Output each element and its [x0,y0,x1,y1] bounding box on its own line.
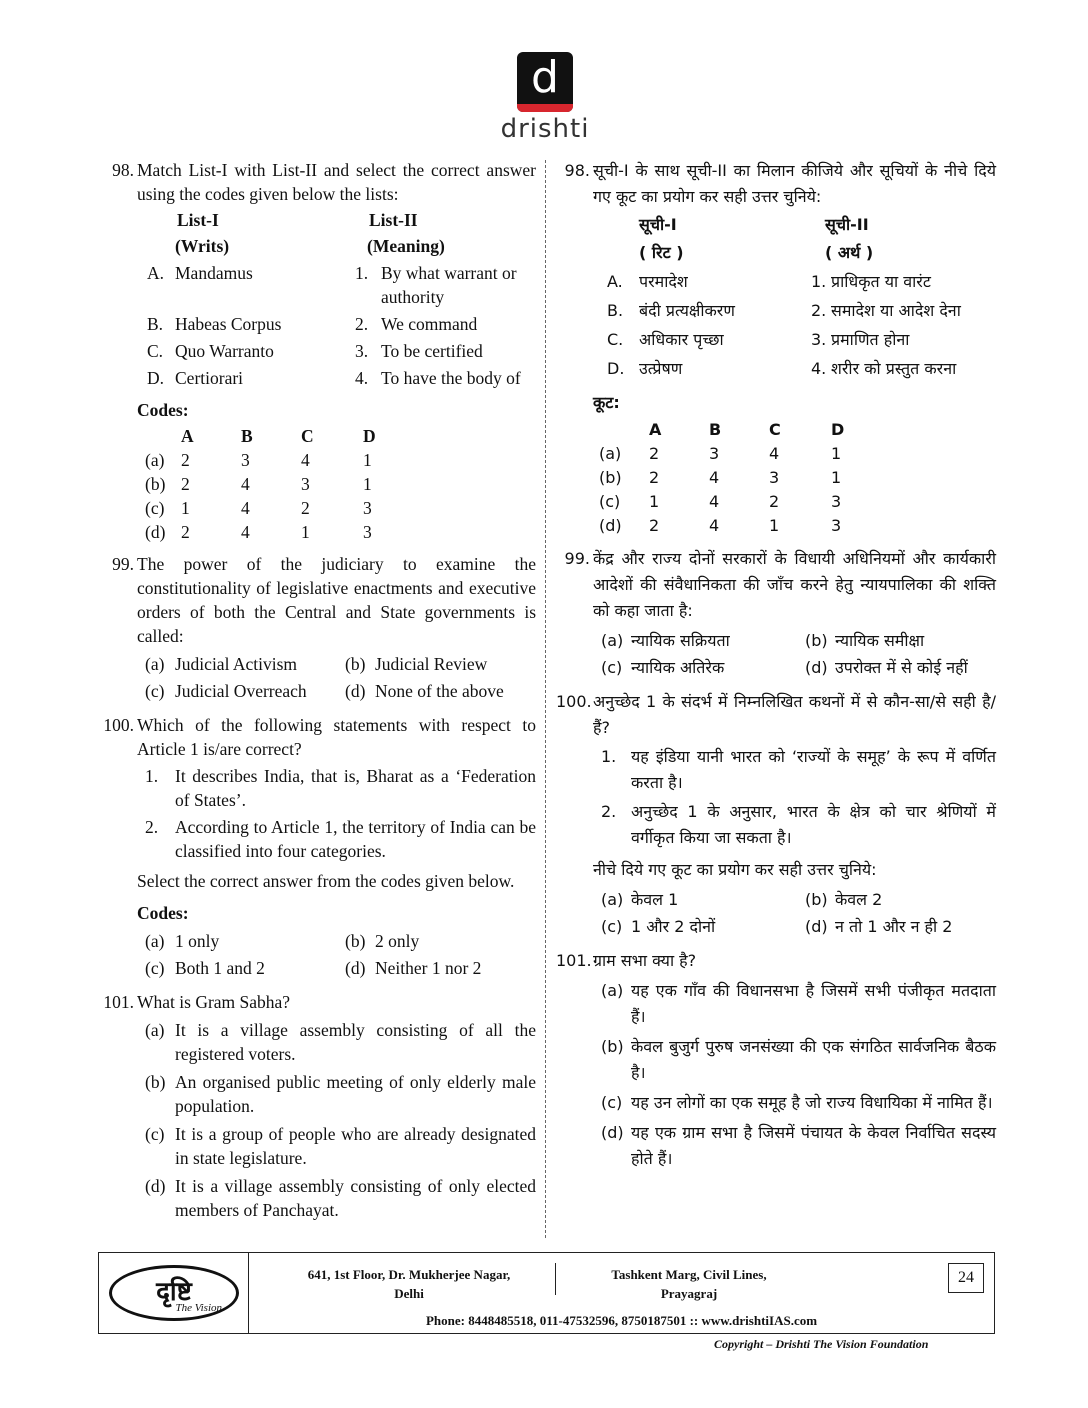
question-99-en [100,552,536,705]
drishti-vision-logo-icon [109,1265,239,1321]
option-text: Judicial Overreach [175,681,307,701]
codes-header-cell: D [831,420,845,439]
instruction: Select the correct answer from the codes given below. [137,871,515,891]
codes-row [599,442,996,466]
codes-cell: 2 [649,468,660,487]
drishti-logo-icon [517,52,573,112]
option-text: न्यायिक सक्रियता [631,631,730,650]
row-number: 3. [355,341,369,361]
statement-2 [593,799,996,851]
row-letter: D. [147,368,165,388]
match-row [593,269,996,295]
option-b [137,1070,536,1118]
question-number: 98. [564,161,590,180]
option-text: न्यायिक अतिरेक [631,658,725,677]
statement-text: यह इंडिया यानी भारत को ‘राज्यों के समूह’ के रूप में वर्णित करता है। [631,747,996,792]
logo-red-bar [517,104,573,112]
option-key: (b) [601,1037,624,1056]
codes-cell: 4 [301,450,310,470]
list2-title: सूची-II [825,215,869,234]
drishti-logo [490,52,600,144]
codes-header-cell: A [649,420,662,439]
row-item: Mandamus [175,263,253,283]
codes-table [593,418,996,538]
codes-header-cell: B [709,420,722,439]
codes-cell: (d) [145,522,166,542]
footer-logo-subtext: The Vision [175,1302,222,1314]
option-text: 1 और 2 दोनों [631,917,716,936]
codes-cell: 3 [241,450,250,470]
option-text: उपरोक्त में से कोई नहीं [835,658,968,677]
match-row [593,356,996,382]
option-text: 1 only [175,931,220,951]
match-row [593,298,996,324]
question-100-en [100,713,536,982]
row-item: Habeas Corpus [175,314,282,334]
option-key: (d) [145,1176,166,1196]
option-text: It is a group of people who are already designated in state legislature. [175,1124,536,1168]
row-number: 4. [355,368,369,388]
codes-row [145,520,536,544]
option-text: केवल 1 [631,890,679,909]
match-row [137,366,536,390]
codes-cell: 3 [709,444,720,463]
row-meaning: To have the body of [381,368,521,388]
option-text: केवल 2 [835,890,883,909]
option-d [137,1174,536,1222]
row-meaning: To be certified [381,341,483,361]
codes-cell: 3 [301,474,310,494]
option-key: (d) [601,1123,624,1142]
option-text: Judicial Review [375,654,488,674]
codes-cell: 4 [709,468,720,487]
codes-header-cell [599,418,649,442]
codes-cell: 1 [831,444,842,463]
option-key: (a) [145,654,165,674]
codes-row [599,514,996,538]
row-letter: B. [607,301,624,320]
question-stem: ग्राम सभा क्या है? [593,951,697,970]
list-titles [593,212,996,238]
option-c [137,1122,536,1170]
row-item: Certiorari [175,368,244,388]
option-c [145,955,345,982]
option-text: न्यायिक समीक्षा [835,631,925,650]
option-d [345,955,536,982]
codes-cell: 2 [181,522,190,542]
option-key: (b) [345,931,366,951]
row-letter: A. [147,263,165,283]
option-key: (c) [145,958,165,978]
option-key: (c) [601,1093,623,1112]
list1-subtitle: ( रिट ) [639,243,684,262]
option-key: (c) [145,1124,165,1144]
question-number: 99. [564,549,590,568]
logo-letter: d [531,52,559,103]
row-meaning: समादेश या आदेश देना [831,301,961,320]
match-row [137,339,536,363]
question-number: 99. [112,554,134,574]
codes-row [145,472,536,496]
question-stem: सूची-I के साथ सूची-II का मिलान कीजिये और सूचियों के नीचे दिये गए कूट का प्रयोग कर सही उत्तर चुनिये: [593,161,996,206]
question-stem: Which of the following statements with respect to Article 1 is/are correct? [137,715,536,759]
option-a [593,978,996,1030]
row-meaning: We command [381,314,478,334]
option-text: None of the above [375,681,504,701]
codes-cell: (a) [145,450,165,470]
list2-subtitle: (Meaning) [367,236,445,256]
codes-header-cell: C [301,426,314,446]
list1-subtitle: (Writs) [175,236,230,256]
codes-cell: 4 [709,516,720,535]
list2-title: List-II [369,210,418,230]
codes-cell: 4 [241,474,250,494]
codes-cell: 1 [363,450,372,470]
option-key: (b) [805,890,828,909]
row-number: 3. [811,330,827,349]
option-text: Both 1 and 2 [175,958,265,978]
codes-cell: 4 [241,522,250,542]
codes-cell: (c) [145,498,165,518]
row-item: परमादेश [639,272,688,291]
option-key: (b) [145,1072,166,1092]
codes-cell: 1 [363,474,372,494]
row-item: बंदी प्रत्यक्षीकरण [639,301,735,320]
option-text: यह उन लोगों का एक समूह है जो राज्य विधायिका में नामित हैं। [631,1093,993,1112]
option-key: (d) [805,658,828,677]
footer-logo [99,1253,249,1333]
option-b [805,886,996,913]
option-key: (a) [145,1020,165,1040]
option-text: न तो 1 और न ही 2 [835,917,953,936]
question-stem: केंद्र और राज्य दोनों सरकारों के विधायी अधिनियमों और कार्यकारी आदेशों की संवैधानिकता की जाँच करने हेतु न्यायपालिका की शक्ति को कहा जाता है: [593,549,996,620]
codes-label: Codes: [137,400,189,420]
codes-cell: 2 [649,516,660,535]
row-item: अधिकार पृच्छा [639,330,724,349]
option-text: 2 only [375,931,420,951]
option-text: It is a village assembly consisting of all the registered voters. [175,1020,536,1064]
codes-cell: 2 [181,474,190,494]
question-stem: Match List-I with List-II and select the correct answer using the codes given below the lists: [137,160,536,204]
codes-row [145,496,536,520]
option-d [805,913,996,940]
codes-cell: (d) [599,516,622,535]
phone-website: Phone: 8448485518, 011-47532596, 8750187501 :: www.drishtiIAS.com [425,1313,818,1328]
option-c [593,1090,996,1116]
list2-subtitle: ( अर्थ ) [825,243,874,262]
option-key: (c) [145,681,165,701]
row-item: Quo Warranto [175,341,274,361]
logo-name: drishti [500,114,590,144]
option-text: केवल बुजुर्ग पुरुष जनसंख्या की एक संगठित सार्वजनिक बैठक है। [631,1037,996,1082]
codes-header-cell: B [241,426,253,446]
statement-text: According to Article 1, the territory of India can be classified into four categories. [175,817,536,861]
codes-cell: 2 [769,492,780,511]
row-number: 2. [811,301,827,320]
question-number: 101. [556,951,592,970]
option-c [601,913,805,940]
row-meaning: शरीर को प्रस्तुत करना [831,359,957,378]
option-d [805,654,996,681]
option-a [601,886,805,913]
match-row [137,261,536,309]
row-meaning: प्रमाणित होना [831,330,910,349]
codes-header-cell [145,424,181,448]
question-number: 100. [103,715,134,735]
option-c [601,654,805,681]
footer-logo-text: दृष्टि [156,1277,192,1307]
option-d [345,678,536,705]
row-meaning: प्राधिकृत या वारंट [831,272,931,291]
codes-cell: (c) [599,492,621,511]
statement-key: 2. [145,817,159,837]
option-text: यह एक गाँव की विधानसभा है जिसमें सभी पंजीकृत मतदाता हैं। [631,981,996,1026]
row-number: 4. [811,359,827,378]
option-key: (c) [601,917,623,936]
question-98-hi [556,158,996,538]
options-grid [593,886,996,940]
option-key: (a) [601,890,624,909]
address-line: Delhi [394,1286,424,1301]
question-99-hi [556,546,996,681]
option-key: (a) [601,981,624,1000]
list1-title: List-I [177,210,219,230]
list-titles [137,208,536,232]
list-subtitles [137,234,536,258]
statement-key: 2. [601,802,617,821]
option-key: (d) [345,958,366,978]
statement-key: 1. [145,766,159,786]
address-prayagraj [569,1265,809,1303]
codes-cell: 2 [181,450,190,470]
codes-cell: 1 [769,516,780,535]
codes-cell: 1 [831,468,842,487]
codes-cell: (a) [599,444,622,463]
option-a [145,651,345,678]
option-text: It is a village assembly consisting of only elected members of Panchayat. [175,1176,536,1220]
options-grid [137,651,536,705]
list1-title: सूची-I [639,215,677,234]
codes-header [145,424,536,448]
hindi-column [556,158,996,1180]
match-row [593,327,996,353]
codes-cell: 3 [831,516,842,535]
column-divider [545,160,546,1238]
codes-cell: 3 [363,522,372,542]
match-row [137,312,536,336]
copyright-notice: Copyright – Drishti The Vision Foundation [714,1337,929,1351]
row-number: 1. [355,263,369,283]
option-a [145,928,345,955]
option-a [601,627,805,654]
row-letter: A. [607,272,623,291]
question-100-hi [556,689,996,940]
codes-table [137,424,536,544]
option-text: An organised public meeting of only elderly male population. [175,1072,536,1116]
row-letter: C. [147,341,164,361]
codes-cell: 3 [831,492,842,511]
option-text: Neither 1 nor 2 [375,958,482,978]
options-grid [137,928,536,982]
option-key: (a) [145,931,165,951]
codes-cell: 1 [301,522,310,542]
question-stem: अनुच्छेद 1 के संदर्भ में निम्नलिखित कथनों में से कौन-सा/से सही है/हैं? [593,692,996,737]
codes-cell: 4 [241,498,250,518]
row-letter: C. [607,330,624,349]
option-b [593,1034,996,1086]
option-key: (c) [601,658,623,677]
option-text: Judicial Activism [175,654,298,674]
page-footer [98,1252,995,1334]
option-b [805,627,996,654]
question-number: 101. [103,992,134,1012]
question-stem: The power of the judiciary to examine the constitutionality of legislative enactments and executive orders of both the Central and State governments is called: [137,554,536,646]
row-item: उत्प्रेषण [639,359,683,378]
address-delhi [279,1265,539,1303]
option-key: (d) [345,681,366,701]
question-number: 98. [112,160,134,180]
codes-cell: 3 [363,498,372,518]
codes-row [599,490,996,514]
codes-cell: 2 [301,498,310,518]
option-c [145,678,345,705]
question-101-en [100,990,536,1222]
option-key: (b) [805,631,828,650]
option-d [593,1120,996,1172]
codes-label: कूट: [593,393,620,412]
address-line: Tashkent Marg, Civil Lines, [611,1267,767,1282]
question-98-en [100,158,536,544]
option-a [137,1018,536,1066]
options-grid [593,627,996,681]
question-stem: What is Gram Sabha? [137,992,291,1012]
codes-label: Codes: [137,903,189,923]
list-subtitles [593,240,996,266]
question-number: 100. [556,692,592,711]
option-key: (d) [805,917,828,936]
row-meaning: By what warrant or authority [381,263,517,307]
address-line: 641, 1st Floor, Dr. Mukherjee Nagar, [307,1267,511,1282]
statement-1 [593,744,996,796]
statement-key: 1. [601,747,617,766]
codes-header [599,418,996,442]
codes-cell: 4 [709,492,720,511]
codes-cell: 2 [649,444,660,463]
codes-cell: (b) [599,468,622,487]
codes-cell: 1 [649,492,660,511]
address-separator [555,1263,556,1295]
statement-1 [137,764,536,812]
row-letter: B. [147,314,164,334]
statement-2 [137,815,536,863]
option-b [345,928,536,955]
codes-cell: (b) [145,474,166,494]
codes-header-cell: C [769,420,781,439]
option-key: (b) [345,654,366,674]
codes-header-cell: D [363,426,376,446]
codes-cell: 3 [769,468,780,487]
row-number: 1. [811,272,827,291]
statement-text: अनुच्छेद 1 के अनुसार, भारत के क्षेत्र को चार श्रेणियों में वर्गीकृत किया जा सकता है। [631,802,996,847]
option-key: (a) [601,631,624,650]
address-line: Prayagraj [660,1286,718,1301]
option-text: यह एक ग्राम सभा है जिसमें पंचायत के केवल निर्वाचित सदस्य होते हैं। [631,1123,996,1168]
instruction: नीचे दिये गए कूट का प्रयोग कर सही उत्तर चुनिये: [593,860,877,879]
codes-row [599,466,996,490]
codes-header-cell: A [181,426,194,446]
option-b [345,651,536,678]
english-column [100,158,536,1230]
page-number: 24 [948,1263,984,1293]
codes-row [145,448,536,472]
question-101-hi [556,948,996,1172]
row-letter: D. [607,359,625,378]
row-number: 2. [355,314,369,334]
statement-text: It describes India, that is, Bharat as a ‘Federation of States’. [175,766,536,810]
codes-cell: 1 [181,498,190,518]
codes-cell: 4 [769,444,780,463]
